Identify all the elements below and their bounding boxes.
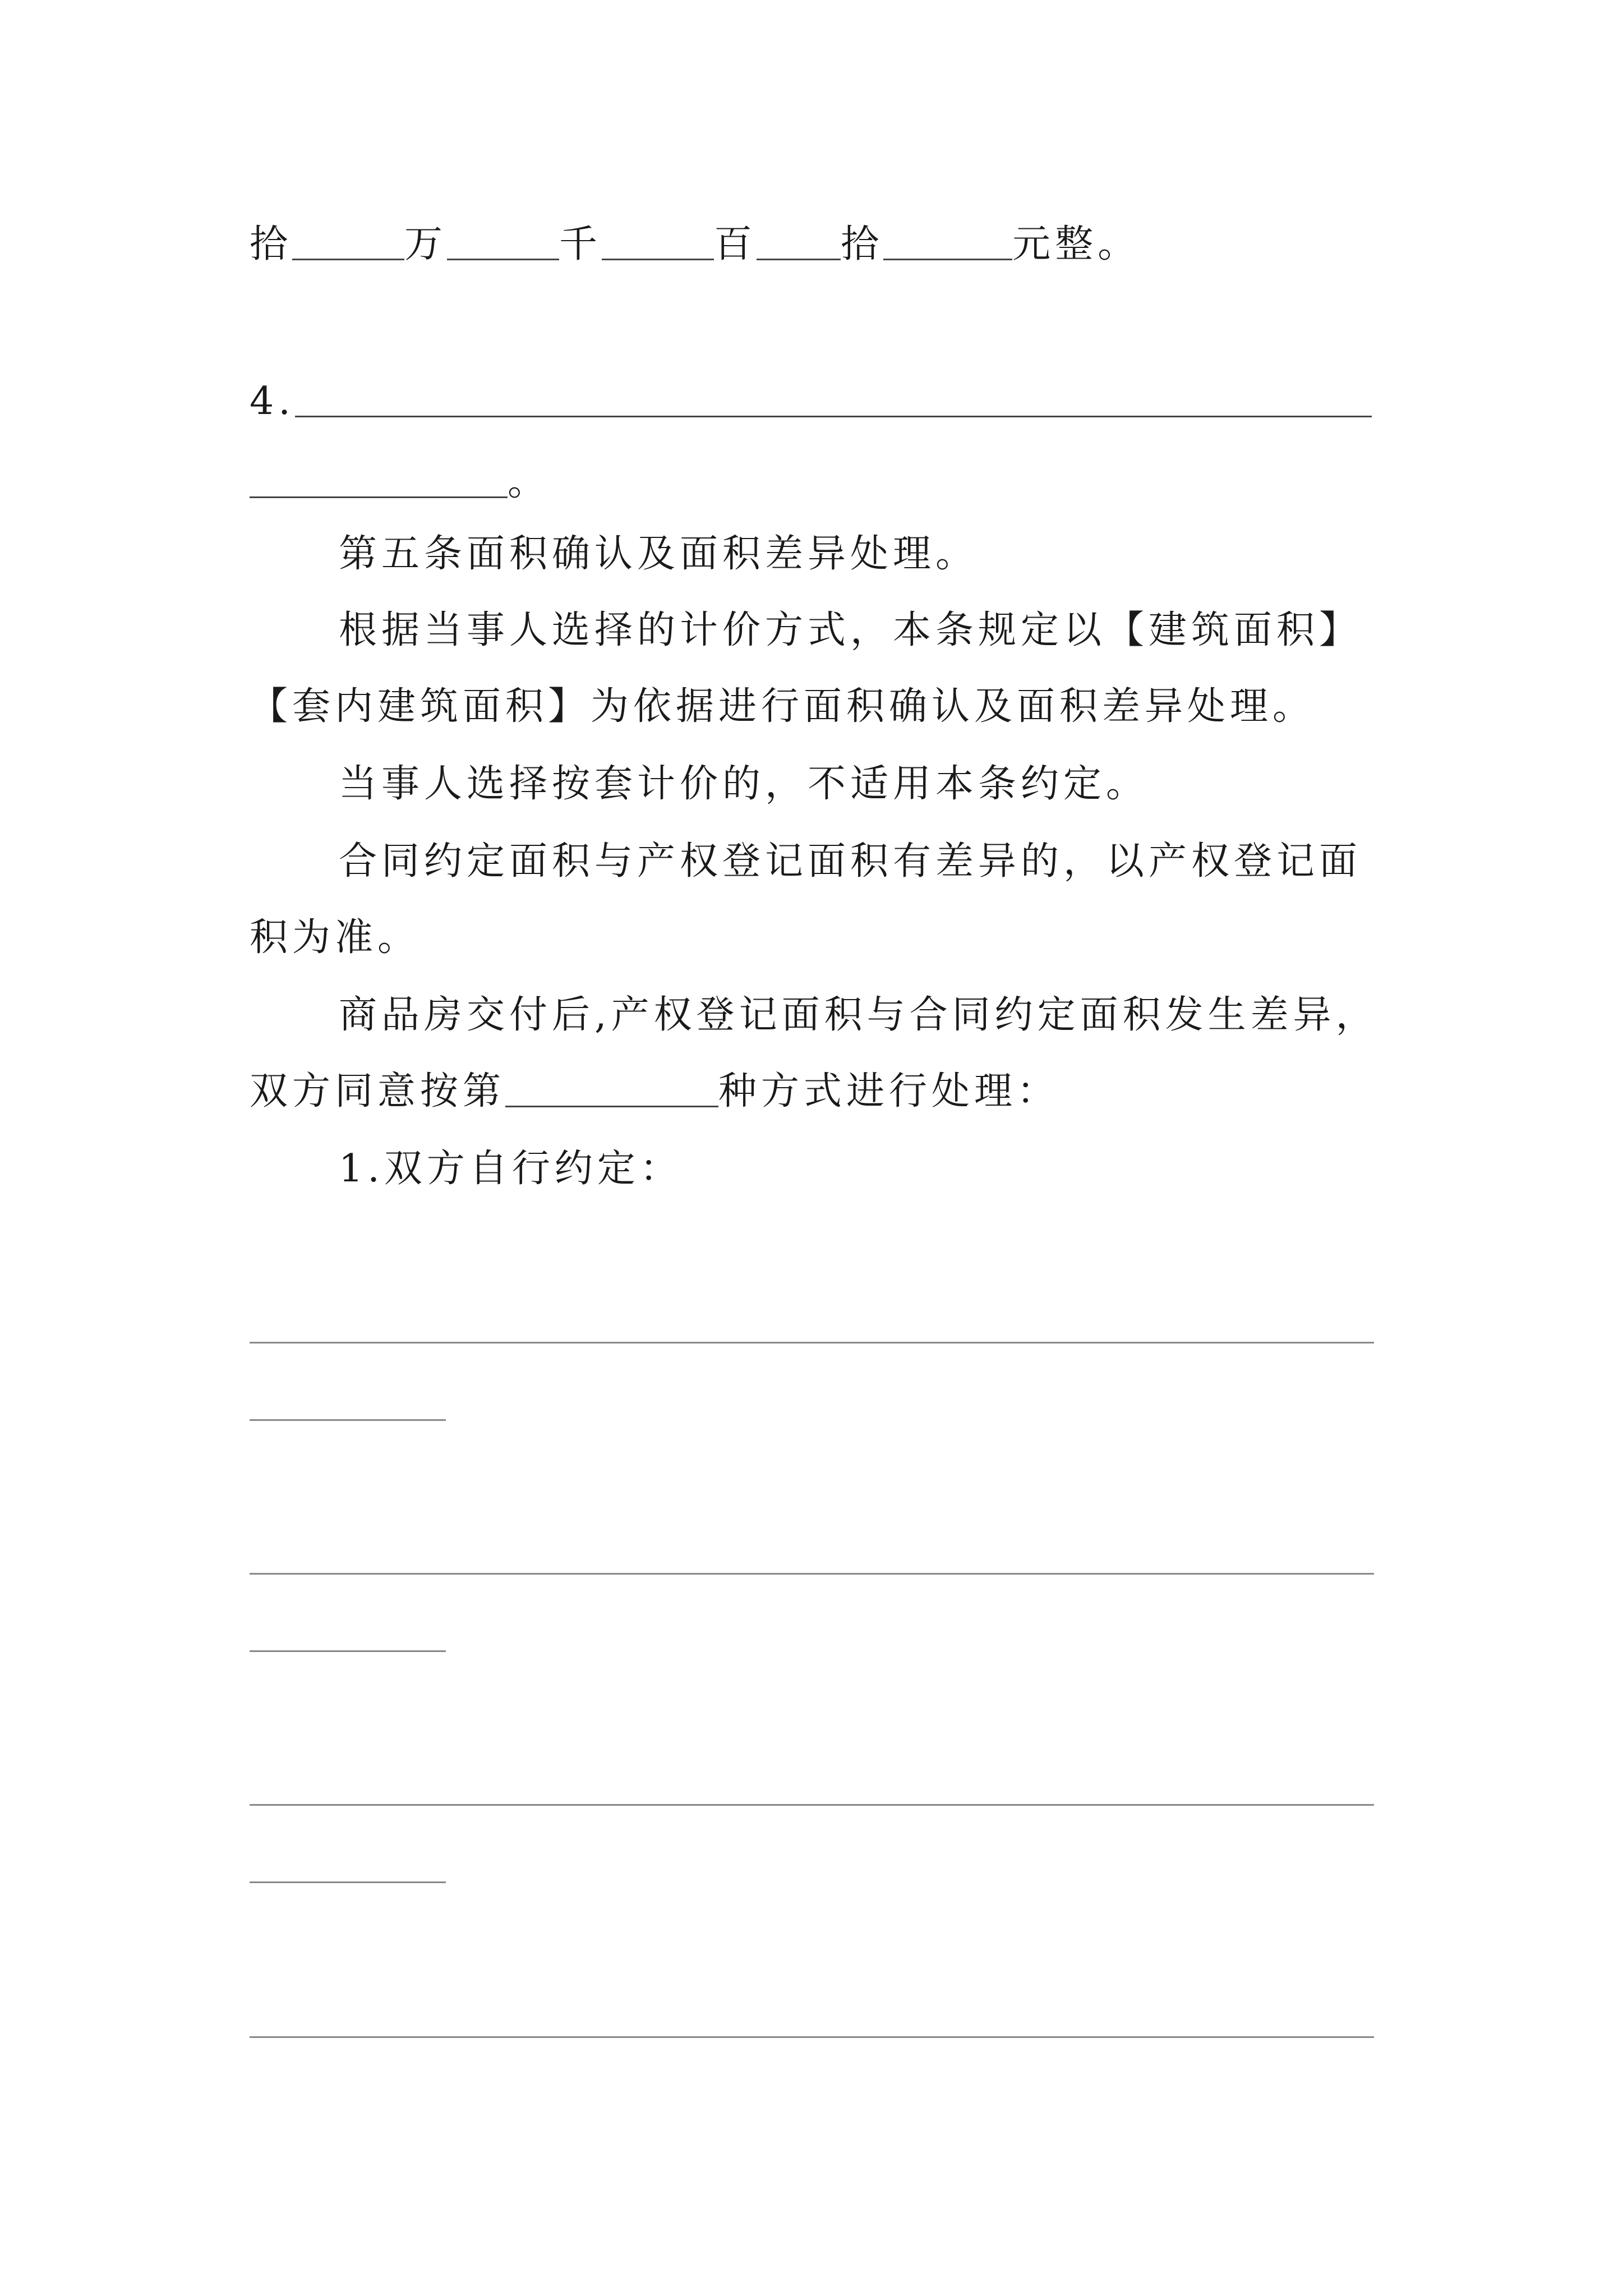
article5-title: 第五条面积确认及面积差异处理。 [339,532,979,576]
option1-label: 1.双方自行约定： [339,1147,683,1191]
unit-shi-2: 拾 [841,222,884,266]
item4-continuation [250,455,550,509]
article5-p2: 当事人选择按套计价的，不适用本条约定。 [339,762,1149,806]
method-prefix: 双方同意按第 [250,1069,506,1114]
unit-wan: 万 [404,222,448,266]
article5-p1-line2: 【套内建筑面积】为依据进行面积确认及面积差异处理。 [250,684,1316,729]
article5-p3-line1: 合同约定面积与产权登记面积有差异的，以产权登记面 [339,839,1362,884]
item4-line [250,375,1372,429]
fill-line-1-end[interactable] [250,1419,446,1421]
item4-blank[interactable] [295,381,1372,417]
blank-shi-wan[interactable] [292,224,404,260]
article5-p1-line1: 根据当事人选择的计价方式，本条规定以【建筑面积】 [339,608,1362,652]
unit-shi: 拾 [250,222,293,266]
article5-p3-line2: 积为准。 [250,915,421,960]
fill-line-1[interactable] [250,1342,1374,1343]
fill-line-4[interactable] [250,2036,1374,2038]
item4-end: 。 [508,460,551,504]
article5-p4-line1: 商品房交付后,产权登记面积与合同约定面积发生差异， [339,993,1378,1037]
unit-yuan: 元整。 [1012,222,1141,266]
blank-wan[interactable] [447,224,559,260]
article5-p4-line2 [250,1065,1059,1119]
item4-blank-2[interactable] [250,462,508,498]
item4-number: 4. [250,379,295,424]
method-suffix: 种方式进行处理： [718,1069,1060,1114]
blank-bai[interactable] [757,224,841,260]
unit-bai: 百 [714,222,757,266]
amount-line [250,218,1140,272]
fill-line-3-end[interactable] [250,1881,446,1883]
blank-qian[interactable] [602,224,714,260]
method-number-blank[interactable] [505,1071,718,1107]
fill-line-3[interactable] [250,1804,1374,1806]
fill-line-2[interactable] [250,1573,1374,1575]
unit-qian: 千 [559,222,602,266]
blank-shi[interactable] [883,224,1012,260]
fill-line-2-end[interactable] [250,1650,446,1652]
